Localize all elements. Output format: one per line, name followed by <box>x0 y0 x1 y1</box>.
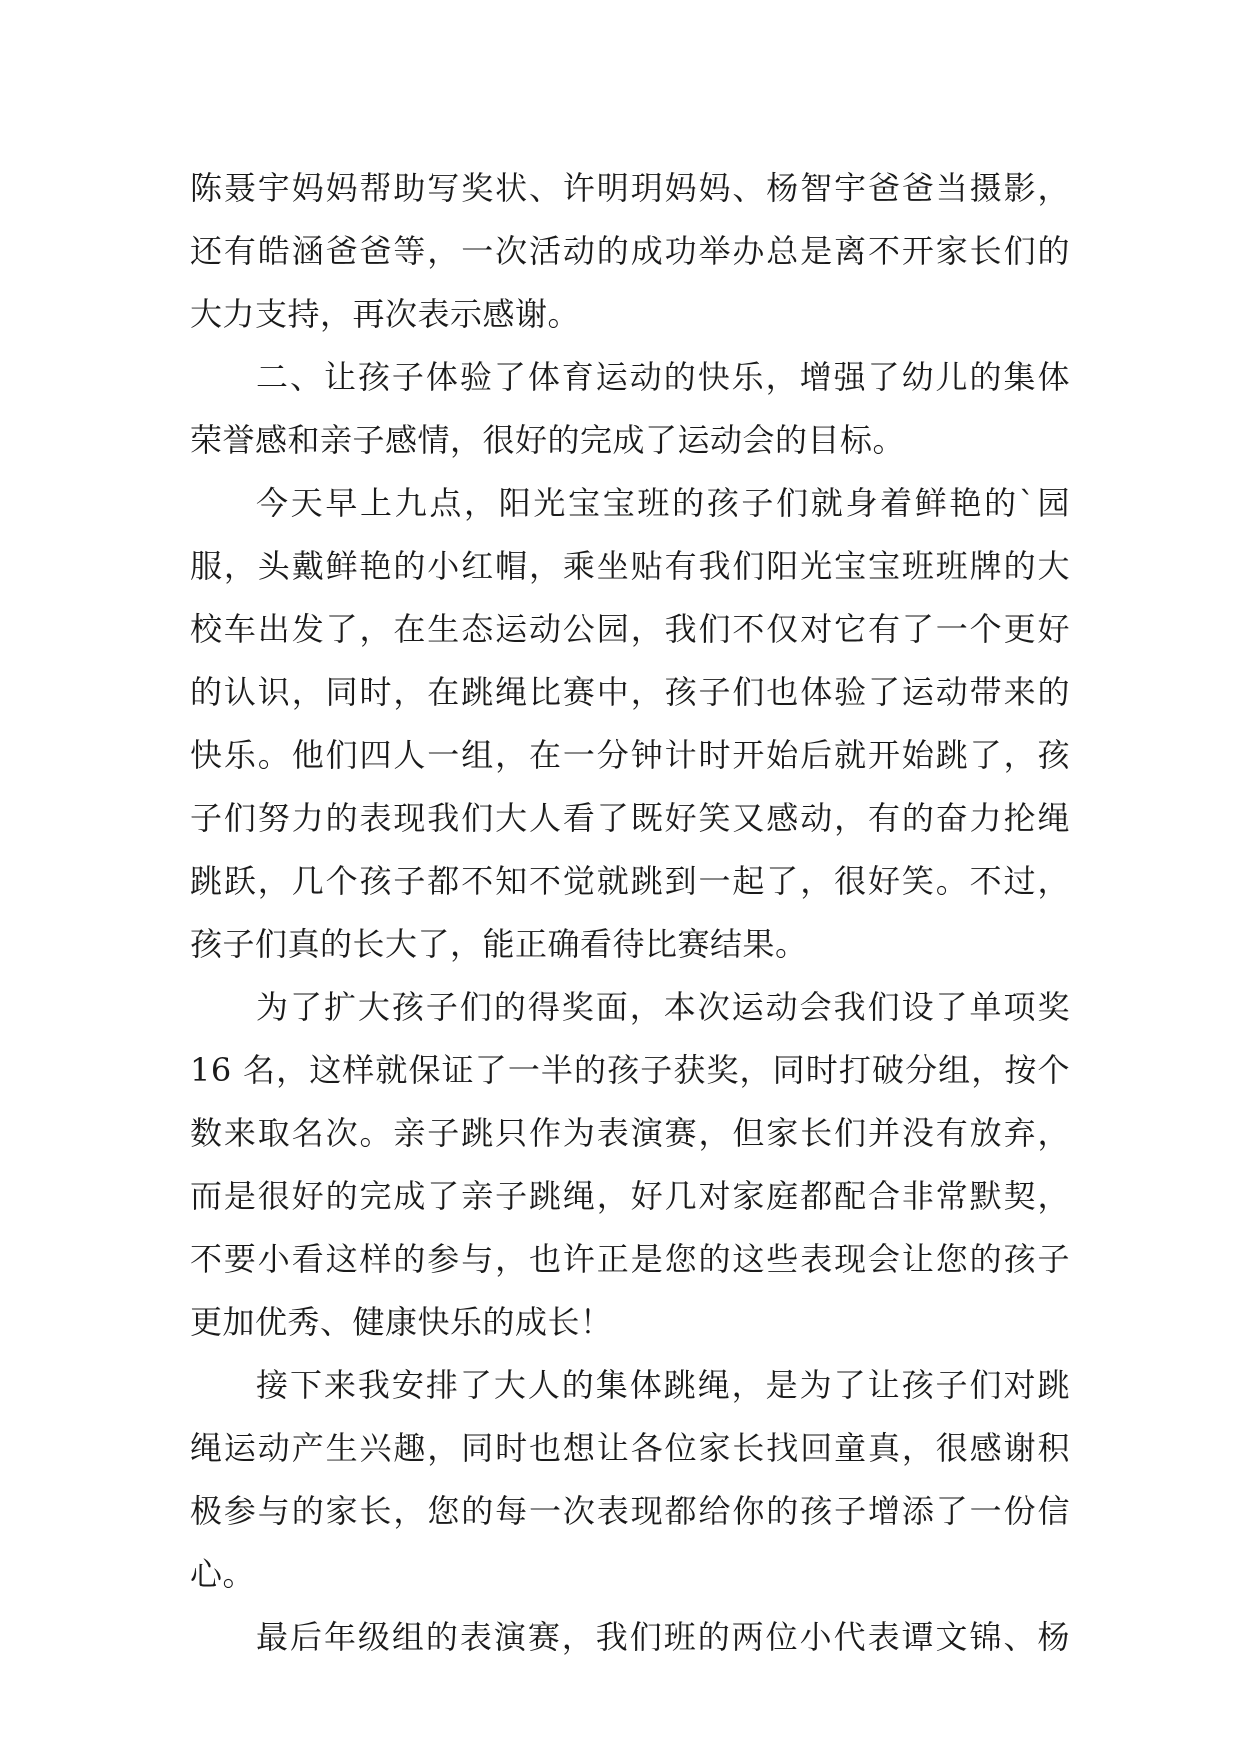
text-line: 孩子们真的长大了，能正确看待比赛结果。 <box>190 925 808 963</box>
document-body <box>190 157 1070 1669</box>
text-line: 16 名，这样就保证了一半的孩子获奖，同时打破分组，按个 <box>190 1051 1070 1089</box>
text-line: 子们努力的表现我们大人看了既好笑又感动，有的奋力抡绳 <box>190 799 1070 837</box>
text-line: 极参与的家长，您的每一次表现都给你的孩子增添了一份信 <box>190 1492 1070 1530</box>
text-line: 更加优秀、健康快乐的成长！ <box>190 1303 613 1341</box>
text-line: 心。 <box>190 1555 256 1593</box>
text-line: 还有皓涵爸爸等，一次活动的成功举办总是离不开家长们的 <box>190 232 1070 270</box>
text-line: 快乐。他们四人一组，在一分钟计时开始后就开始跳了，孩 <box>190 736 1070 774</box>
text-line: 服，头戴鲜艳的小红帽，乘坐贴有我们阳光宝宝班班牌的大 <box>190 547 1070 585</box>
text-line: 校车出发了，在生态运动公园，我们不仅对它有了一个更好 <box>190 610 1070 648</box>
text-line: 二、让孩子体验了体育运动的快乐，增强了幼儿的集体 <box>256 358 1070 396</box>
text-line: 接下来我安排了大人的集体跳绳，是为了让孩子们对跳 <box>256 1366 1070 1404</box>
text-line: 为了扩大孩子们的得奖面，本次运动会我们设了单项奖 <box>256 988 1070 1026</box>
text-line: 而是很好的完成了亲子跳绳，好几对家庭都配合非常默契， <box>190 1177 1070 1215</box>
text-line: 的认识，同时，在跳绳比赛中，孩子们也体验了运动带来的 <box>190 673 1070 711</box>
text-line: 今天早上九点，阳光宝宝班的孩子们就身着鲜艳的`园 <box>256 484 1070 522</box>
text-line: 绳运动产生兴趣，同时也想让各位家长找回童真，很感谢积 <box>190 1429 1070 1467</box>
text-line: 数来取名次。亲子跳只作为表演赛，但家长们并没有放弃， <box>190 1114 1070 1152</box>
text-line: 最后年级组的表演赛，我们班的两位小代表谭文锦、杨 <box>256 1618 1070 1656</box>
text-line: 不要小看这样的参与，也许正是您的这些表现会让您的孩子 <box>190 1240 1070 1278</box>
text-line: 大力支持，再次表示感谢。 <box>190 295 581 333</box>
text-line: 荣誉感和亲子感情，很好的完成了运动会的目标。 <box>190 421 906 459</box>
text-line: 陈聂宇妈妈帮助写奖状、许明玥妈妈、杨智宇爸爸当摄影， <box>190 169 1070 207</box>
text-line: 跳跃，几个孩子都不知不觉就跳到一起了，很好笑。不过， <box>190 862 1070 900</box>
